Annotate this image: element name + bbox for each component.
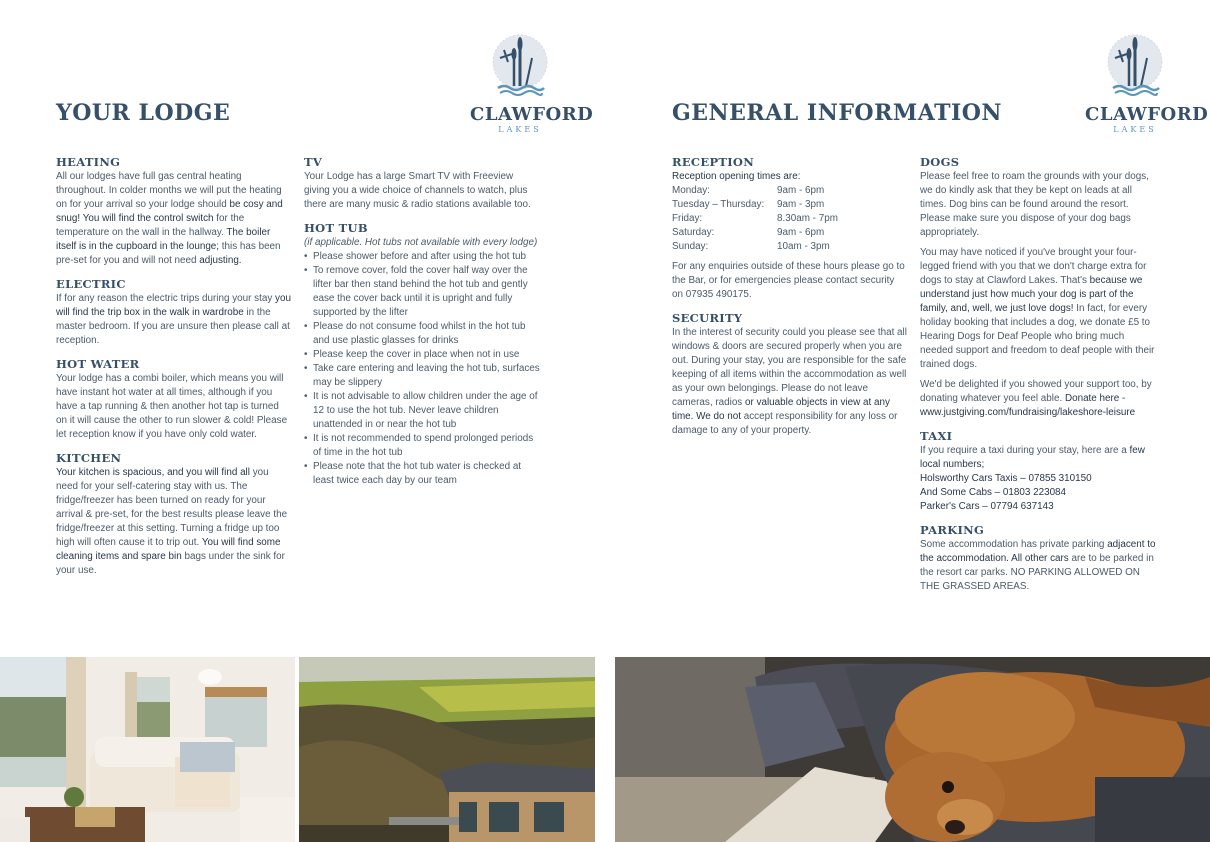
taxi-intro <box>920 444 1156 472</box>
electric-text <box>56 292 292 348</box>
heating-text-1: All our lodges have full gas central heating throughout. In colder months we will put the heating on for your arrival so your lodge should <box>56 171 282 210</box>
hours-time: 9am - 6pm <box>777 227 825 238</box>
list-item: • Please keep the cover in place when not in use <box>304 348 540 362</box>
dogs-text-3a: We'd be delighted if you showed your support too, by donating whatever you feel able. <box>920 379 1152 404</box>
parking-text <box>920 538 1156 594</box>
logo-subtitle: LAKES <box>498 125 542 134</box>
heating-text-3: for the temperature on the wall in the hallway. <box>56 213 245 238</box>
taxi-line: Holsworthy Cars Taxis – 07855 310150 <box>920 473 1092 484</box>
security-text-2: or valuable objects in view at any time. We do not <box>672 397 890 422</box>
tv-text: Your Lodge has a large Smart TV with Freeview giving you a wide choice of channels to watch, plus there are many music & radio stations available too. <box>304 171 531 210</box>
clawford-lakes-logo <box>1085 28 1209 140</box>
dogs-text-2a: You may have noticed if you've brought your four-legged friend with you that we don't charge extra for dogs to stay at Clawford Lakes. That's <box>920 247 1147 286</box>
parking-text-3: are to be parked in the resort car parks. <box>920 553 1154 578</box>
hours-time: 10am - 3pm <box>777 241 830 252</box>
logo-wordmark: CLAWFORD <box>1085 104 1209 125</box>
donate-link[interactable]: Donate here - www.justgiving.com/fundraising/lakeshore-leisure <box>920 393 1136 418</box>
list-item: • To remove cover, fold the cover half way over the lifter bar then stand behind the hot tub and gently ease the cover back until it is upright and fully supported by the lifter <box>304 264 540 320</box>
parking-text-1: Some accommodation has private parking <box>920 539 1105 550</box>
living-room-photo <box>0 657 295 842</box>
taxi-line: And Some Cabs – 01803 223084 <box>920 487 1067 498</box>
hours-time: 9am - 3pm <box>777 199 825 210</box>
kitchen-text-1: Your kitchen is spacious, and you will find all <box>56 467 250 478</box>
hours-day: Saturday: <box>672 227 715 238</box>
section-tv <box>304 155 540 212</box>
logo-wordmark: CLAWFORD <box>470 104 594 125</box>
dogs-text-2 <box>920 246 1156 372</box>
right-column-2 <box>920 155 1156 603</box>
heating-text-4: The boiler itself is in the cupboard in the lounge; <box>56 227 271 252</box>
section-hot-water <box>56 357 292 442</box>
dogs-text-3 <box>920 378 1156 420</box>
heading-reception: RECEPTION <box>672 155 755 169</box>
list-item: • Please shower before and after using the hot tub <box>304 250 540 264</box>
hot-tub-list <box>304 250 540 488</box>
heading-tv: TV <box>304 155 323 169</box>
security-text-3: accept responsibility for any loss or damage to any of your property. <box>672 411 898 436</box>
clawford-lakes-logo <box>470 28 594 140</box>
hours-time: 9am - 6pm <box>777 185 825 196</box>
heading-dogs: DOGS <box>920 155 960 169</box>
left-column-2 <box>304 155 540 497</box>
section-parking <box>920 523 1156 594</box>
taxi-intro-1: If you require a taxi during your stay, here are a <box>920 445 1127 456</box>
electric-text-2: you will find the trip box in the walk in wardrobe <box>56 293 291 318</box>
list-item: • Please do not consume food whilst in the hot tub and use plastic glasses for drinks <box>304 320 540 348</box>
dogs-text-2c: In fact, for every holiday booking that includes a dog, we donate £5 to Hearing Dogs for Deaf People who bring much needed support and freedom to deaf people with their trained dogs. <box>920 303 1155 370</box>
list-item: • It is not advisable to allow children under the age of 12 to use the hot tub. Never leave children unattended in or near the hot tub <box>304 390 540 432</box>
hot-tub-note: (if applicable. Hot tubs not available with every lodge) <box>304 237 538 248</box>
dog-photo <box>615 657 1210 842</box>
kitchen-text <box>56 466 292 578</box>
heading-parking: PARKING <box>920 523 985 537</box>
taxi-intro-2: few local numbers; <box>920 445 1145 470</box>
reception-text: For any enquiries outside of these hours please go to the Bar, or for emergencies please contact security on 07935 490175. <box>672 261 905 300</box>
section-reception <box>672 155 908 302</box>
right-column-1 <box>672 155 908 447</box>
heading-kitchen: KITCHEN <box>56 451 122 465</box>
heading-security: SECURITY <box>672 311 743 325</box>
list-item: • Take care entering and leaving the hot tub, surfaces may be slippery <box>304 362 540 390</box>
security-text <box>672 326 908 438</box>
heating-text-6: adjusting. <box>199 255 242 266</box>
reception-hours-table <box>672 184 908 254</box>
section-heating <box>56 155 292 268</box>
list-item: • Please note that the hot tub water is checked at least twice each day by our team <box>304 460 540 488</box>
section-electric <box>56 277 292 348</box>
kitchen-text-4: bags under the sink for your use. <box>56 551 285 576</box>
dogs-text-2b: because we understand just how much your dog is part of the family, and, well, we just love dogs! <box>920 275 1143 314</box>
section-taxi <box>920 429 1156 514</box>
heading-hot-water: HOT WATER <box>56 357 140 371</box>
hours-day: Friday: <box>672 213 703 224</box>
parking-text-4: NO PARKING ALLOWED ON THE GRASSED AREAS. <box>920 567 1140 592</box>
hours-day: Monday: <box>672 185 710 196</box>
section-kitchen <box>56 451 292 578</box>
heading-heating: HEATING <box>56 155 121 169</box>
hot-water-text: Your lodge has a combi boiler, which means you will have instant hot water at all times, although if you have a tap running & then another hot tap is turned on it will cause the other to run slower & cold! Please let reception know if you have only cold water. <box>56 373 288 440</box>
section-hot-tub <box>304 221 540 488</box>
heating-text <box>56 170 292 268</box>
list-item: • It is not recommended to spend prolonged periods of time in the hot tub <box>304 432 540 460</box>
reception-subheading: Reception opening times are: <box>672 171 801 182</box>
hours-day: Tuesday – Thursday: <box>672 199 765 210</box>
logo-subtitle: LAKES <box>1113 125 1157 134</box>
security-text-1: In the interest of security could you please see that all windows & doors are secured properly when you are out. During your stay, you are responsible for the safe keeping of all items within the accommodation as well as your own belongings. Please do not leave cameras, radios <box>672 327 907 408</box>
taxi-line: Parker's Cars – 07794 637143 <box>920 501 1054 512</box>
clawford-lakes-logo-icon <box>470 28 570 104</box>
page-title-your-lodge: YOUR LODGE <box>56 100 231 126</box>
heading-taxi: TAXI <box>920 429 953 443</box>
heading-electric: ELECTRIC <box>56 277 126 291</box>
parking-text-2: adjacent to the accommodation. All other cars <box>920 539 1156 564</box>
electric-text-3: in the master bedroom. If you are unsure then please call at reception. <box>56 307 290 346</box>
hours-time: 8.30am - 7pm <box>777 213 838 224</box>
section-dogs <box>920 155 1156 420</box>
section-security <box>672 311 908 438</box>
hours-day: Sunday: <box>672 241 709 252</box>
kitchen-text-3: You will find some cleaning items and spare bin <box>56 537 281 562</box>
page-title-general-information: GENERAL INFORMATION <box>672 100 1003 126</box>
woodland-lodge-photo <box>299 657 595 842</box>
electric-text-1: If for any reason the electric trips during your stay <box>56 293 273 304</box>
clawford-lakes-logo-icon <box>1085 28 1185 104</box>
heading-hot-tub: HOT TUB <box>304 221 368 235</box>
dogs-text-1: Please feel free to roam the grounds with your dogs, we do kindly ask that they be kept on leads at all times. Dog bins can be found around the resort. Please make sure you dispose of your dog bags appropriately. <box>920 171 1149 238</box>
heating-text-5: this has been pre-set for you and will not need <box>56 241 281 266</box>
kitchen-text-2: you need for your self-catering stay with us. The fridge/freezer has been turned on ready for your arrival & pre-set, for the best results please leave the fridge/freezer at this setting. Turning a fridge up too high will often cause it to trip out. <box>56 467 288 548</box>
left-column-1 <box>56 155 292 587</box>
heating-text-2: be cosy and snug! You will find the control switch <box>56 199 283 224</box>
